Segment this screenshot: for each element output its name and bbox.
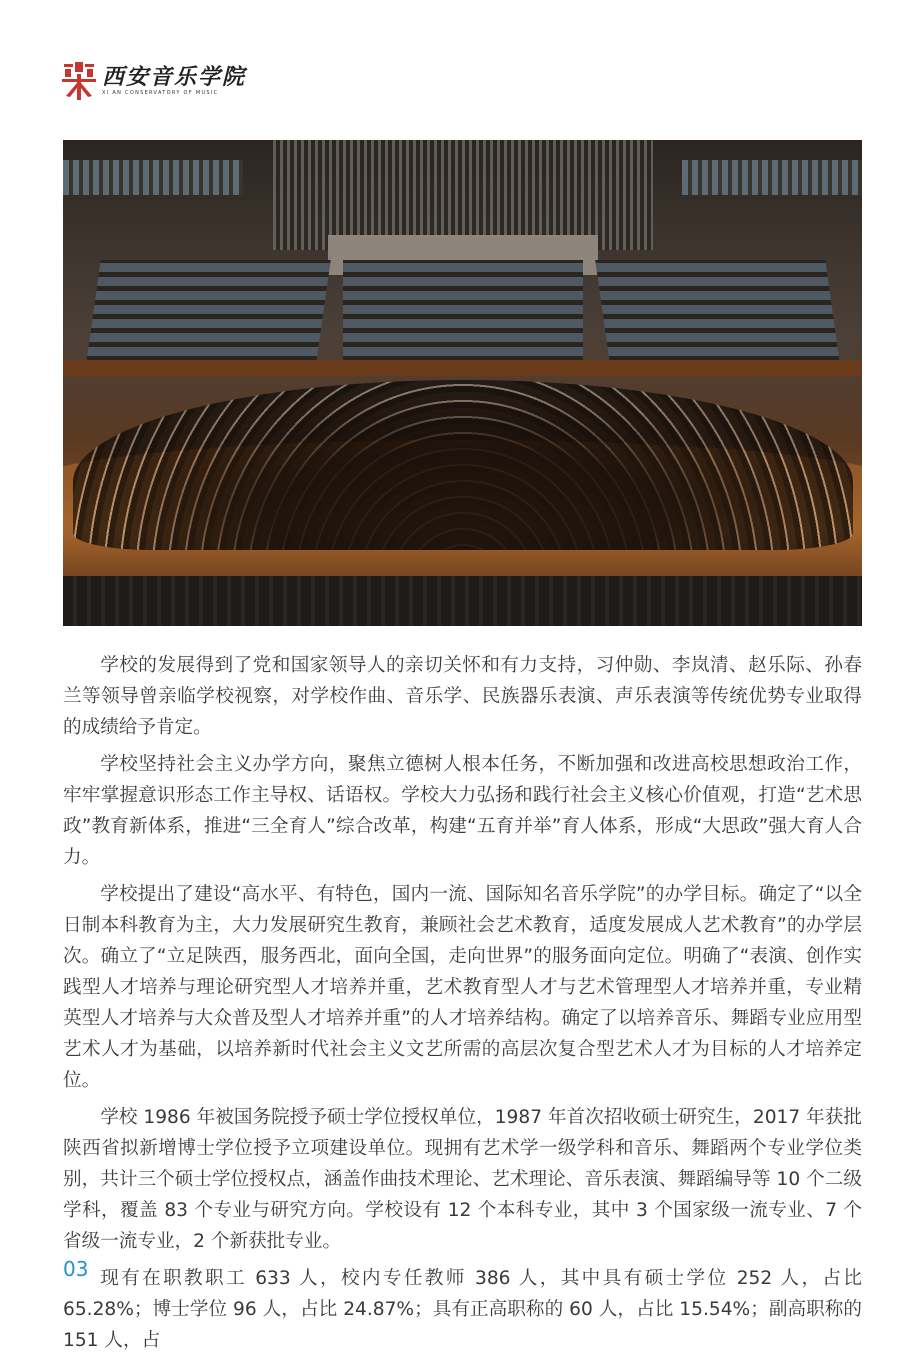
school-logo	[62, 62, 246, 100]
paragraph: 学校 1986 年被国务院授予硕士学位授权单位，1987 年首次招收硕士研究生，2017 年获批陕西省拟新增博士学位授予立项建设单位。现拥有艺术学一级学科和音乐、舞蹈两个专业学位类别，共计三个硕士学位授权点，涵盖作曲技术理论、艺术理论、音乐表演、舞蹈编导等 10 个二级学科，覆盖 83 个专业与研究方向。学校设有 12 个本科专业，其中 3 个国家级一流专业、7 个省级一流专业，2 个新获批专业。	[63, 1107, 862, 1252]
pipe-organ	[273, 140, 653, 250]
choir-seats-right	[595, 260, 840, 370]
choir-seats-left	[85, 260, 330, 370]
article-body	[63, 650, 862, 1362]
audience-seats	[63, 576, 862, 626]
paragraph: 学校的发展得到了党和国家领导人的亲切关怀和有力支持，习仲勋、李岚清、赵乐际、孙春兰等领导曾亲临学校视察，对学校作曲、音乐学、民族器乐表演、声乐表演等传统优势专业取得的成绩给予肯定。	[63, 655, 862, 738]
logo-emblem-icon	[62, 62, 96, 100]
paragraph: 学校坚持社会主义办学方向，聚焦立德树人根本任务，不断加强和改进高校思想政治工作，牢牢掌握意识形态工作主导权、话语权。学校大力弘扬和践行社会主义核心价值观，打造“艺术思政”教育新体系，推进“三全育人”综合改革，构建“五育并举”育人体系，形成“大思政”强大育人合力。	[63, 754, 862, 868]
balcony-right	[682, 160, 862, 195]
page-number: 03	[63, 1257, 89, 1281]
orchestra-musicians	[73, 380, 853, 550]
paragraph: 现有在职教职工 633 人，校内专任教师 386 人，其中具有硕士学位 252 人，占比 65.28%；博士学位 96 人，占比 24.87%；具有正高职称的 60 人，占比 15.54%；副高职称的 151 人，占	[63, 1268, 862, 1351]
stage-rail	[63, 360, 862, 376]
orchestra-photo	[63, 140, 862, 626]
paragraph: 学校提出了建设“高水平、有特色，国内一流、国际知名音乐学院”的办学目标。确定了“以全日制本科教育为主，大力发展研究生教育，兼顾社会艺术教育，适度发展成人艺术教育”的办学层次。确立了“立足陕西，服务西北，面向全国，走向世界”的服务面向定位。明确了“表演、创作实践型人才培养与理论研究型人才培养并重，艺术教育型人才与艺术管理型人才培养并重，专业精英型人才培养与大众普及型人才培养并重”的人才培养结构。确定了以培养音乐、舞蹈专业应用型艺术人才为基础，以培养新时代社会主义文艺所需的高层次复合型艺术人才为目标的人才培养定位。	[63, 884, 862, 1091]
logo-chinese-name: 西安音乐学院	[102, 64, 247, 90]
balcony-left	[63, 160, 243, 195]
logo-english-name: XI AN CONSERVATORY OF MUSIC	[102, 90, 219, 96]
choir-seats-center	[343, 260, 583, 370]
